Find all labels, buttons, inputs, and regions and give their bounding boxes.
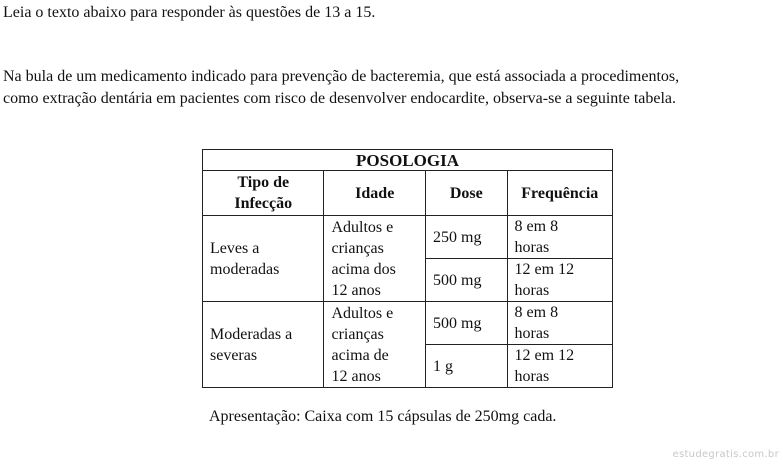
- table-row: [203, 216, 613, 259]
- cell-idade: [324, 302, 426, 388]
- idade-line: 12 anos: [331, 367, 381, 385]
- watermark: estudegratis.com.br: [672, 449, 779, 460]
- paragraph-line: Na bula de um medicamento indicado para prevenção de bacteremia, que está associada a procedimentos,: [3, 68, 680, 85]
- freq-line: 12 em 12: [514, 261, 575, 278]
- idade-line: Adultos e: [331, 218, 394, 236]
- header-frequencia: Frequência: [507, 171, 612, 216]
- header-idade: Idade: [324, 171, 426, 216]
- context-paragraph: [3, 66, 781, 110]
- freq-line: horas: [514, 239, 550, 256]
- cell-frequencia: [507, 216, 612, 259]
- cell-idade: [324, 216, 426, 302]
- intro-text: Leia o texto abaixo para responder às questões de 13 a 15.: [3, 4, 376, 21]
- cell-tipo-infeccao: [203, 302, 324, 388]
- idade-line: 12 anos: [331, 281, 381, 299]
- paragraph-line: como extração dentária em pacientes com risco de desenvolver endocardite, observa-se a seguinte tabela.: [3, 90, 677, 107]
- header-tipo-infeccao: [203, 171, 324, 216]
- posologia-table: [202, 149, 613, 388]
- freq-line: horas: [514, 368, 550, 385]
- idade-line: crianças: [331, 325, 384, 343]
- idade-line: crianças: [331, 239, 384, 257]
- header-tipo-line: Tipo de: [237, 174, 290, 191]
- tipo-line: severas: [210, 346, 258, 364]
- idade-line: Adultos e: [331, 304, 394, 322]
- freq-line: 8 em 8: [514, 218, 559, 235]
- freq-line: 8 em 8: [514, 304, 559, 321]
- freq-line: horas: [514, 325, 550, 342]
- table-row: [203, 302, 613, 345]
- cell-tipo-infeccao: [203, 216, 324, 302]
- cell-dose: 1 g: [426, 345, 508, 388]
- table-title: POSOLOGIA: [203, 150, 613, 171]
- idade-line: acima dos: [331, 260, 396, 278]
- presentation-note: Apresentação: Caixa com 15 cápsulas de 250mg cada.: [209, 408, 557, 425]
- idade-line: acima de: [331, 346, 389, 364]
- header-tipo-line: Infecção: [234, 195, 293, 212]
- cell-dose: 500 mg: [426, 259, 508, 302]
- cell-frequencia: [507, 345, 612, 388]
- cell-dose: 250 mg: [426, 216, 508, 259]
- header-dose: Dose: [426, 171, 508, 216]
- cell-frequencia: [507, 259, 612, 302]
- cell-dose: 500 mg: [426, 302, 508, 345]
- cell-frequencia: [507, 302, 612, 345]
- tipo-line: Moderadas a: [210, 325, 293, 343]
- freq-line: horas: [514, 282, 550, 299]
- tipo-line: moderadas: [210, 260, 280, 278]
- freq-line: 12 em 12: [514, 347, 575, 364]
- tipo-line: Leves a: [210, 239, 260, 257]
